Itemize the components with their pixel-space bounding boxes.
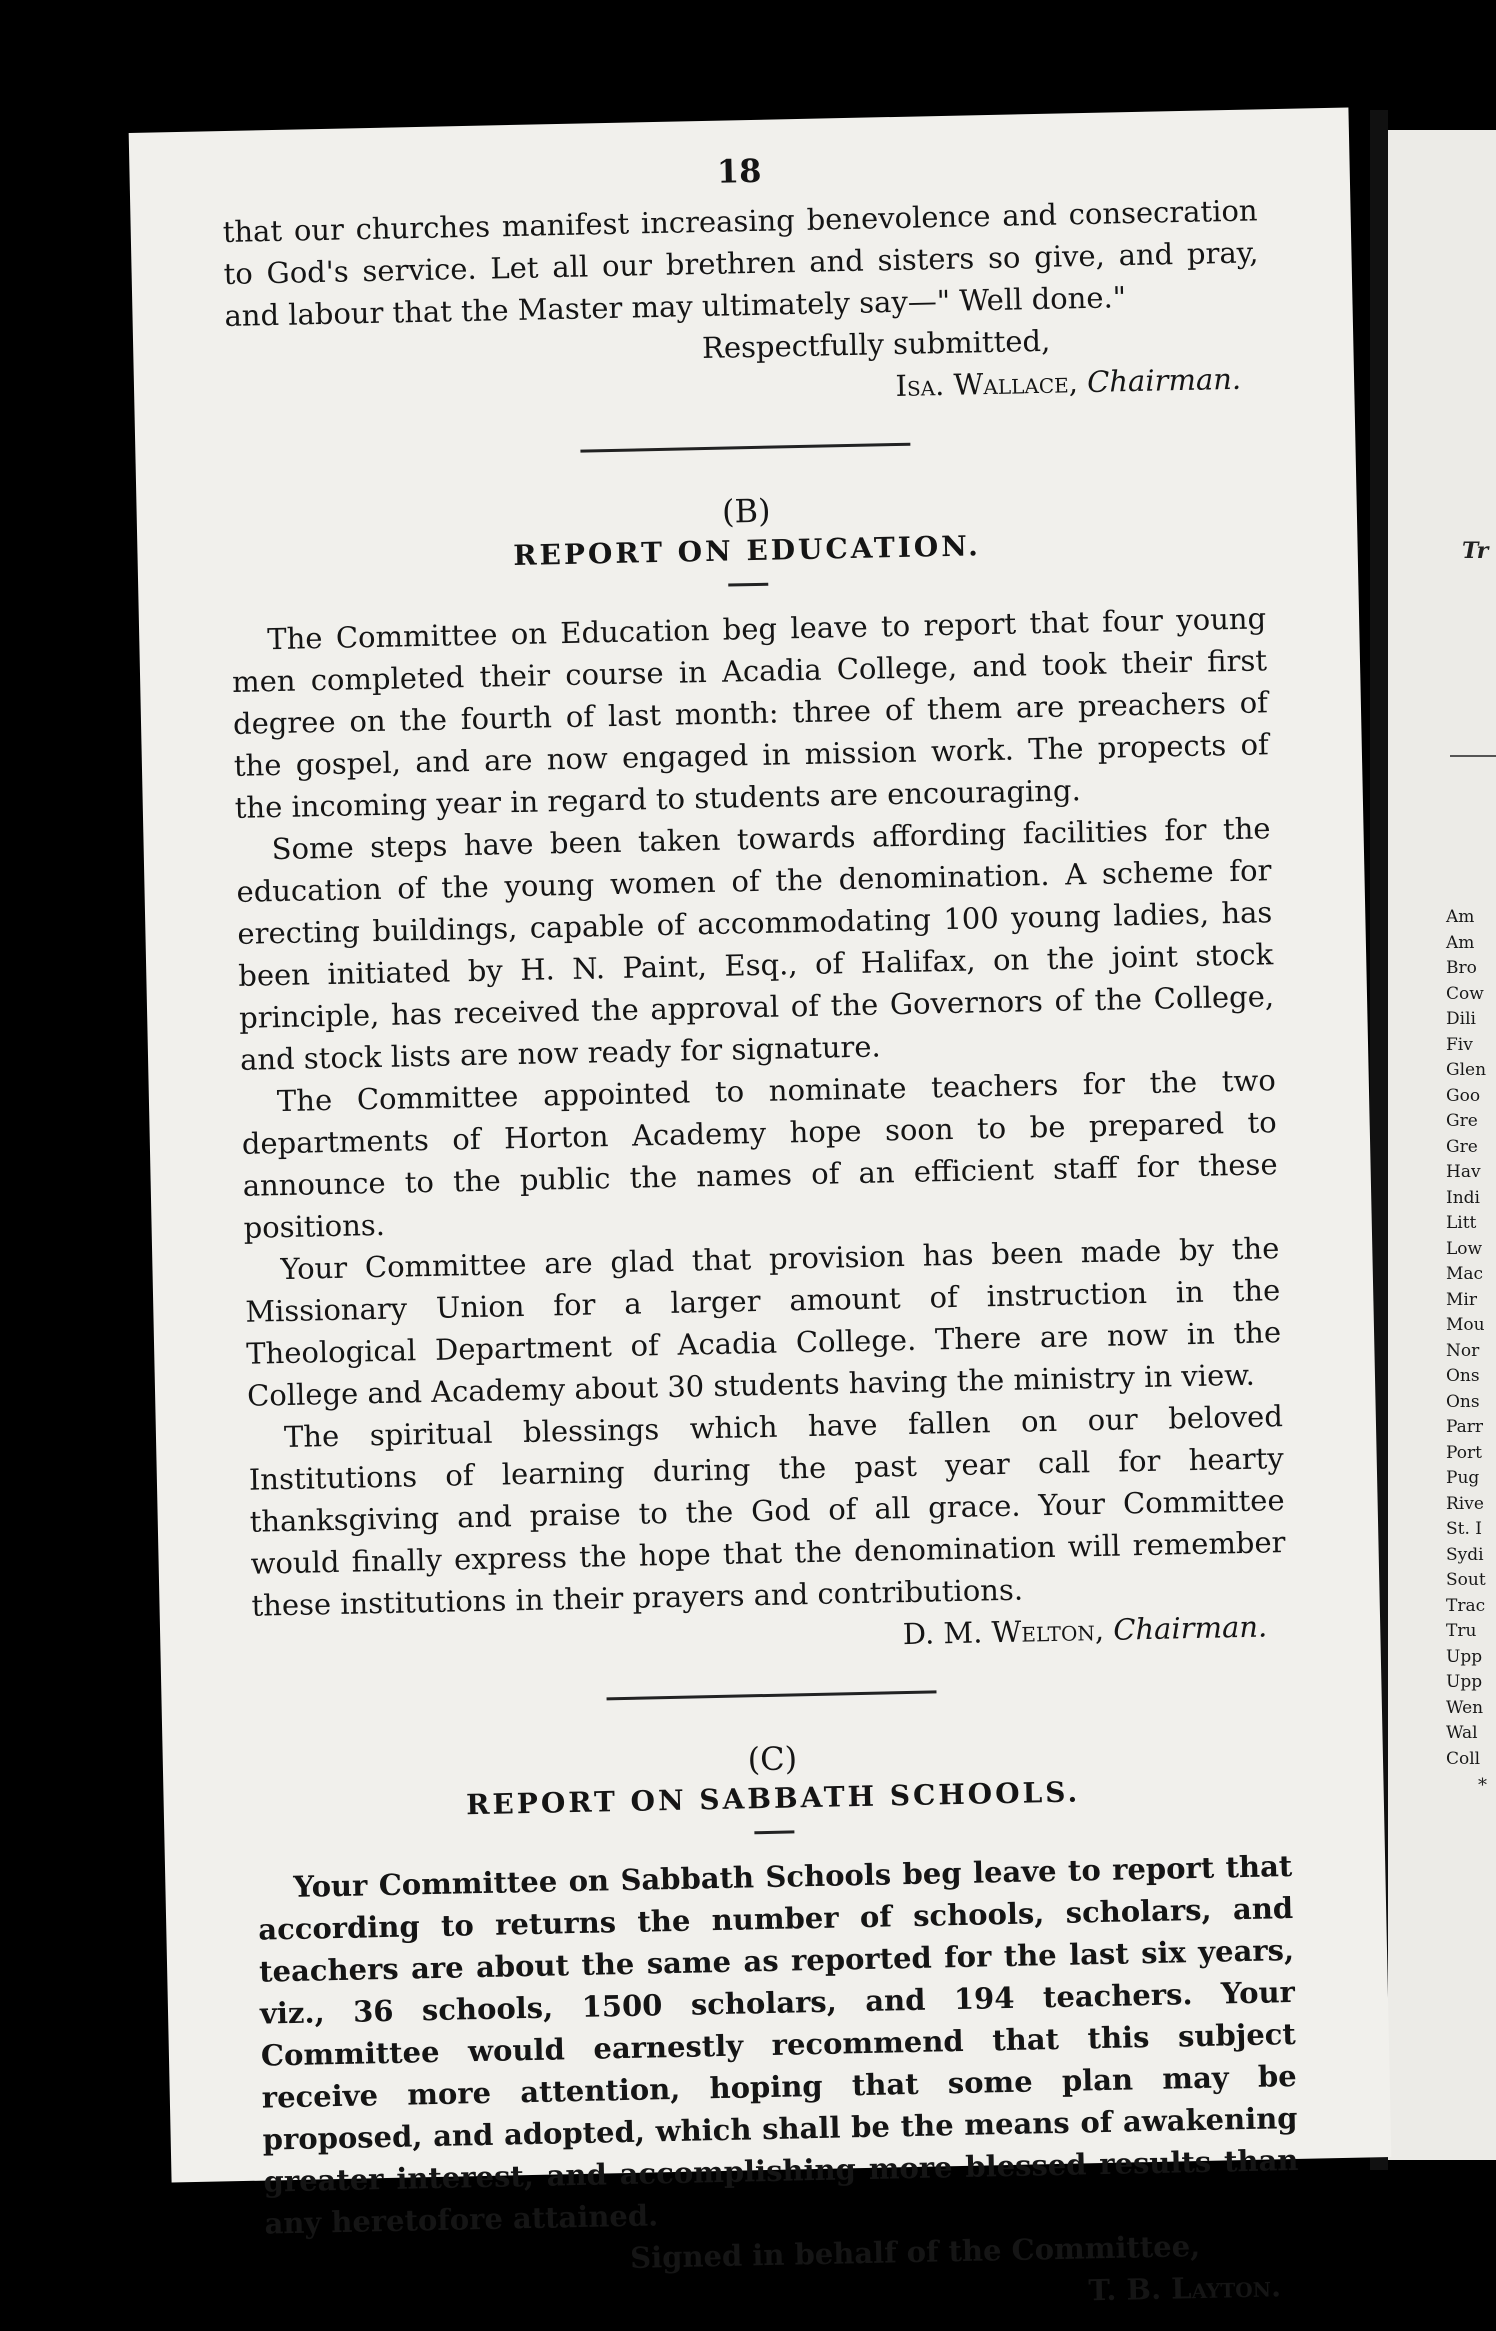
- section-b-paragraph-3: The Committee appointed to nominate teachers for the two departments of Horton Academy hope soon to be prepared to announce to the public the names of an efficient staff for these positions.: [241, 1063, 1278, 1245]
- adjacent-list-item: Sydi: [1446, 1544, 1484, 1565]
- section-b-paragraph-4: Your Committee are glad that provision has been made by the Missionary Union for a larger amount of instruction in the Theological Department of Acadia College. There are now in the College and Academy about 30 students having the ministry in view.: [245, 1231, 1282, 1413]
- adjacent-list-item: Coll: [1446, 1748, 1481, 1769]
- section-b-letter: (B): [721, 491, 771, 531]
- adjacent-list-item: Nor: [1446, 1340, 1480, 1361]
- adjacent-list-item: Fiv: [1446, 1034, 1473, 1055]
- adjacent-page-fragment: [1388, 130, 1496, 2160]
- adjacent-list-item: Tru: [1446, 1621, 1477, 1641]
- adjacent-list-item: Rive: [1446, 1493, 1484, 1514]
- page-number: 18: [716, 151, 762, 191]
- adjacent-page-footnote: *: [1478, 1775, 1487, 1796]
- adjacent-list-item: Pug: [1446, 1468, 1480, 1488]
- adjacent-list-item: Dili: [1446, 1009, 1476, 1029]
- section-c-letter: (C): [747, 1739, 798, 1779]
- adjacent-list-item: Hav: [1446, 1162, 1481, 1182]
- adjacent-list-item: Upp: [1446, 1672, 1483, 1692]
- adjacent-list-item: Gre: [1446, 1111, 1478, 1131]
- adjacent-list-item: Glen: [1446, 1060, 1487, 1080]
- intro-paragraph: that our churches manifest increasing benevolence and consecration to God's service. Let all our brethren and sisters so give, and pray, and labour that the Master may ultimately say—" Well done.": [222, 193, 1259, 334]
- adjacent-list-item: Wen: [1446, 1697, 1484, 1718]
- page-content: [221, 139, 1301, 2328]
- adjacent-list-item: Am: [1446, 932, 1475, 953]
- section-divider: [580, 443, 910, 453]
- adjacent-list-item: Gre: [1446, 1136, 1478, 1157]
- section-divider: [606, 1690, 936, 1700]
- section-b-paragraph-2: Some steps have been taken towards affording facilities for the education of the young women of the denomination. A scheme for erecting buildings, capable of accommodating 100 young ladies, has been initiated by H. N. Paint, Esq., of Halifax, on the joint stock principle, has received the approval of the Governors of the College, and stock lists are now ready for signature.: [236, 811, 1275, 1077]
- scanned-page: [129, 107, 1392, 2308]
- closing-line: Respectfully submitted,: [701, 323, 1051, 366]
- adjacent-list-item: Mir: [1446, 1289, 1477, 1310]
- adjacent-list-item: Port: [1446, 1442, 1482, 1463]
- adjacent-list-item: Mac: [1446, 1264, 1484, 1284]
- section-c-dash: [754, 1830, 794, 1834]
- adjacent-page-list: [1446, 905, 1486, 1772]
- section-b-title: REPORT ON EDUCATION.: [512, 529, 982, 573]
- section-b-dash: [728, 583, 768, 587]
- adjacent-list-item: Trac: [1446, 1595, 1486, 1616]
- section-c-title: REPORT ON SABBATH SCHOOLS.: [465, 1775, 1081, 1822]
- adjacent-page-title: Tr: [1462, 538, 1489, 564]
- adjacent-list-item: St. I: [1446, 1519, 1483, 1539]
- adjacent-list-item: Ons: [1446, 1366, 1480, 1386]
- signature-b-name: D. M. Welton,: [902, 1612, 1105, 1652]
- signature-b-title: Chairman.: [1112, 1609, 1268, 1647]
- adjacent-list-item: Parr: [1446, 1417, 1484, 1437]
- section-b-paragraph-5: The spiritual blessings which have fallen on our beloved Institutions of learning during the past year call for hearty thanksgiving and praise to the God of all grace. Your Committee would finally express the hope that the denomination will remember these institutions in their prayers and contributions.: [248, 1399, 1286, 1623]
- adjacent-list-item: Sout: [1446, 1570, 1486, 1590]
- adjacent-list-item: Am: [1446, 907, 1475, 927]
- adjacent-page-rule: [1450, 755, 1496, 757]
- section-c-closing: Signed in behalf of the Committee,: [629, 2229, 1201, 2275]
- signature-a-name: Isa. Wallace,: [895, 365, 1079, 403]
- adjacent-list-item: Mou: [1446, 1315, 1485, 1335]
- adjacent-list-item: Ons: [1446, 1391, 1480, 1412]
- signature-a-title: Chairman.: [1086, 361, 1242, 399]
- adjacent-list-item: Litt: [1446, 1213, 1477, 1233]
- section-b-paragraph-1: The Committee on Education beg leave to report that four young men completed their course in Acadia College, and took their first degree on the fourth of last month: three of them are preachers of the gospel, and are now engaged in mission work. The propects of the incoming year in regard to students are encouraging.: [231, 601, 1270, 825]
- adjacent-list-item: Bro: [1446, 958, 1477, 978]
- adjacent-list-item: Cow: [1446, 983, 1484, 1004]
- adjacent-list-item: Upp: [1446, 1646, 1483, 1667]
- section-c-signature-name: T. B. Layton.: [1088, 2269, 1282, 2308]
- adjacent-list-item: Goo: [1446, 1085, 1481, 1106]
- section-c-paragraph: Your Committee on Sabbath Schools beg leave to report that according to returns the number of schools, scholars, and teachers are about the same as reported for the last six years, viz., 36 schools, 1500 scholars, and 194 teachers. Your Committee would earnestly recommend that this subject receive more attention, hoping that some plan may be proposed, and adopted, which shall be the means of awakening greater interest, and accomplishing more blessed results than any heretofore attained.: [257, 1849, 1299, 2241]
- adjacent-list-item: Indi: [1446, 1187, 1480, 1208]
- adjacent-list-item: Wal: [1446, 1723, 1478, 1743]
- adjacent-list-item: Low: [1446, 1238, 1483, 1259]
